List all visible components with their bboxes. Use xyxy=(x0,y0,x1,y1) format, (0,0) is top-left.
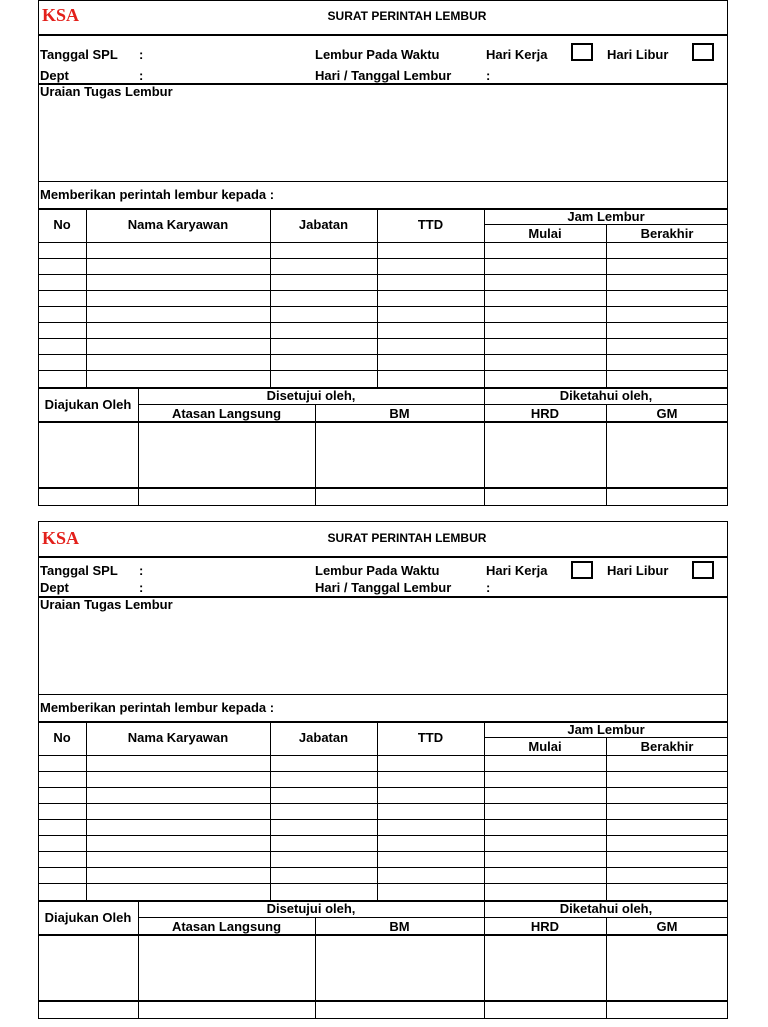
atasan-langsung-label: Atasan Langsung xyxy=(171,919,282,934)
memberikan-perintah-label: Memberikan perintah lembur kepada : xyxy=(40,700,275,715)
col-berakhir: Berakhir xyxy=(640,226,694,241)
table-row-line xyxy=(38,771,728,772)
table-row-line xyxy=(38,370,728,371)
divider xyxy=(38,421,728,423)
table-line xyxy=(38,242,728,243)
col-no: No xyxy=(53,730,71,745)
gm-label: GM xyxy=(656,919,678,934)
table-row-line xyxy=(38,274,728,275)
bm-label: BM xyxy=(389,406,410,421)
table-col-line xyxy=(86,722,87,900)
hrd-label: HRD xyxy=(530,406,560,421)
table-row-line xyxy=(38,803,728,804)
table-row-line xyxy=(38,290,728,291)
diketahui-oleh-label: Diketahui oleh, xyxy=(559,901,653,916)
hari-libur-checkbox[interactable] xyxy=(692,561,714,579)
table-col-line xyxy=(606,738,607,900)
col-ttd: TTD xyxy=(417,217,444,232)
colon: : xyxy=(486,580,491,595)
divider xyxy=(38,1000,728,1002)
bm-label: BM xyxy=(389,919,410,934)
form-title: SURAT PERINTAH LEMBUR xyxy=(327,9,487,23)
border-line xyxy=(38,505,728,506)
uraian-tugas-label: Uraian Tugas Lembur xyxy=(40,597,173,612)
divider xyxy=(38,181,728,182)
divider xyxy=(38,694,728,695)
col-mulai: Mulai xyxy=(528,739,562,754)
table-row-line xyxy=(38,258,728,259)
atasan-langsung-label: Atasan Langsung xyxy=(171,406,282,421)
table-col-line xyxy=(377,209,378,387)
border-line xyxy=(38,521,728,522)
table-row-line xyxy=(38,354,728,355)
divider xyxy=(38,556,728,558)
table-row-line xyxy=(38,338,728,339)
border-line xyxy=(38,0,728,1)
table-col-line xyxy=(377,722,378,900)
col-nama-karyawan: Nama Karyawan xyxy=(127,730,229,745)
divider xyxy=(38,34,728,36)
table-col-line xyxy=(86,209,87,387)
divider xyxy=(38,934,728,936)
hari-libur-label: Hari Libur xyxy=(607,47,669,62)
tanggal-spl-label: Tanggal SPL xyxy=(40,47,118,62)
overtime-form-1 xyxy=(38,0,728,506)
memberikan-perintah-label: Memberikan perintah lembur kepada : xyxy=(40,187,275,202)
disetujui-oleh-label: Disetujui oleh, xyxy=(266,388,356,403)
hari-tanggal-lembur-label: Hari / Tanggal Lembur xyxy=(315,68,452,83)
border-line xyxy=(38,1018,728,1019)
table-row-line xyxy=(38,883,728,884)
table-col-line xyxy=(270,722,271,900)
diketahui-oleh-label: Diketahui oleh, xyxy=(559,388,653,403)
col-no: No xyxy=(53,217,71,232)
hari-kerja-checkbox[interactable] xyxy=(571,43,593,61)
hari-tanggal-lembur-label: Hari / Tanggal Lembur xyxy=(315,580,452,595)
lembur-pada-waktu-label: Lembur Pada Waktu xyxy=(315,47,440,62)
col-jabatan: Jabatan xyxy=(298,730,349,745)
col-jam-lembur: Jam Lembur xyxy=(567,722,645,737)
table-row-line xyxy=(38,851,728,852)
divider xyxy=(138,917,728,918)
table-line xyxy=(38,755,728,756)
col-nama-karyawan: Nama Karyawan xyxy=(127,217,229,232)
hari-libur-label: Hari Libur xyxy=(607,563,669,578)
table-row-line xyxy=(38,819,728,820)
col-jabatan: Jabatan xyxy=(298,217,349,232)
uraian-tugas-label: Uraian Tugas Lembur xyxy=(40,84,173,99)
col-jam-lembur: Jam Lembur xyxy=(567,209,645,224)
col-mulai: Mulai xyxy=(528,226,562,241)
hari-kerja-checkbox[interactable] xyxy=(571,561,593,579)
table-row-line xyxy=(38,867,728,868)
colon: : xyxy=(139,47,144,62)
company-logo: KSA xyxy=(42,528,80,548)
colon: : xyxy=(139,580,144,595)
gm-label: GM xyxy=(656,406,678,421)
col-ttd: TTD xyxy=(417,730,444,745)
colon: : xyxy=(139,68,144,83)
table-col-line xyxy=(606,225,607,387)
hari-kerja-label: Hari Kerja xyxy=(486,563,548,578)
hari-libur-checkbox[interactable] xyxy=(692,43,714,61)
border-line xyxy=(38,0,39,506)
table-col-line xyxy=(270,209,271,387)
dept-label: Dept xyxy=(40,580,69,595)
form-title: SURAT PERINTAH LEMBUR xyxy=(327,531,487,545)
diajukan-oleh-label: Diajukan Oleh xyxy=(44,397,132,412)
disetujui-oleh-label: Disetujui oleh, xyxy=(266,901,356,916)
table-row-line xyxy=(38,835,728,836)
dept-label: Dept xyxy=(40,68,69,83)
divider xyxy=(138,404,728,405)
table-row-line xyxy=(38,306,728,307)
colon: : xyxy=(486,68,491,83)
col-berakhir: Berakhir xyxy=(640,739,694,754)
company-logo: KSA xyxy=(42,5,80,25)
diajukan-oleh-label: Diajukan Oleh xyxy=(44,910,132,925)
overtime-form-2 xyxy=(38,521,728,1027)
lembur-pada-waktu-label: Lembur Pada Waktu xyxy=(315,563,440,578)
hrd-label: HRD xyxy=(530,919,560,934)
colon: : xyxy=(139,563,144,578)
table-row-line xyxy=(38,322,728,323)
table-row-line xyxy=(38,787,728,788)
hari-kerja-label: Hari Kerja xyxy=(486,47,548,62)
divider xyxy=(38,487,728,489)
border-line xyxy=(727,0,728,506)
tanggal-spl-label: Tanggal SPL xyxy=(40,563,118,578)
